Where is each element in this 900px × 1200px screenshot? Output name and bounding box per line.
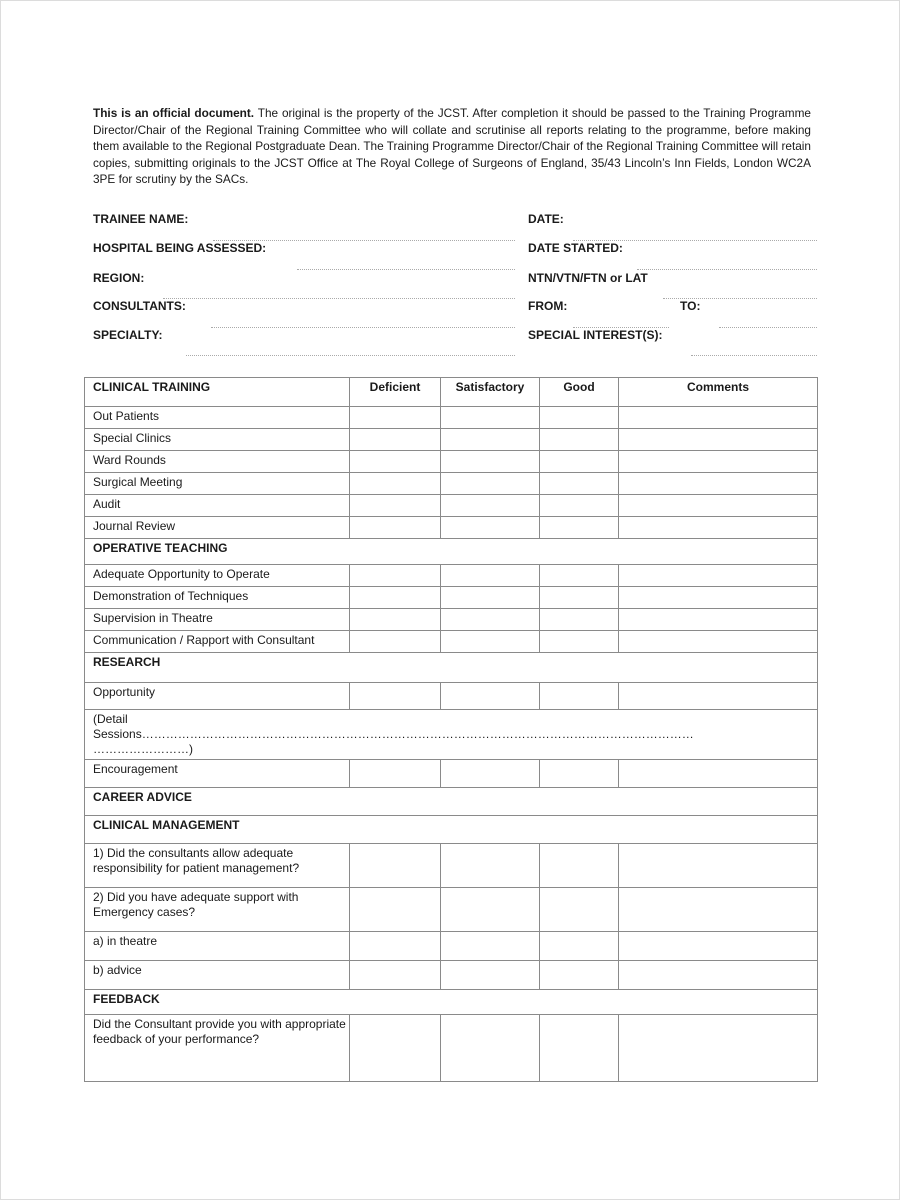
satisfactory-cell[interactable] xyxy=(441,473,540,495)
row-label: 1) Did the consultants allow adequate responsibility for patient management? xyxy=(85,844,350,888)
satisfactory-cell[interactable] xyxy=(441,517,540,539)
good-cell[interactable] xyxy=(540,517,619,539)
satisfactory-cell[interactable] xyxy=(441,429,540,451)
row-label: Did the Consultant provide you with appropriate feedback of your performance? xyxy=(85,1015,350,1082)
table-row xyxy=(85,517,818,539)
intro-text: The original is the property of the JCST. After completion it should be passed to the Training Programme Director/Chair of the Regional Training Committee who will collate and scrutinise all reports relating to the programme, before making them available to the Regional Postgraduate Dean. The Training Programme Director/Chair of the Regional Training Committee will retain copies, submitting originals to the JCST Office at The Royal College of Surgeons of England, 35/43 Lincoln’s Inn Fields, London WC2A 3PE for scrutiny by the SACs. xyxy=(93,106,811,187)
deficient-cell[interactable] xyxy=(350,683,441,710)
satisfactory-cell[interactable] xyxy=(441,1015,540,1082)
header-clinical-training: CLINICAL TRAINING xyxy=(85,378,350,407)
assessment-table xyxy=(84,377,818,1082)
deficient-cell[interactable] xyxy=(350,587,441,609)
deficient-cell[interactable] xyxy=(350,844,441,888)
good-cell[interactable] xyxy=(540,587,619,609)
date-started-label: DATE STARTED: xyxy=(528,241,623,255)
deficient-cell[interactable] xyxy=(350,888,441,932)
good-cell[interactable] xyxy=(540,609,619,631)
table-row xyxy=(85,844,818,888)
region-label: REGION: xyxy=(93,271,145,285)
comments-cell[interactable] xyxy=(619,961,818,990)
special-interests-field[interactable] xyxy=(691,355,817,356)
to-label: TO: xyxy=(680,299,701,313)
deficient-cell[interactable] xyxy=(350,932,441,961)
satisfactory-cell[interactable] xyxy=(441,565,540,587)
row-label: Surgical Meeting xyxy=(85,473,350,495)
special-interests-label: SPECIAL INTEREST(S): xyxy=(528,328,663,342)
good-cell[interactable] xyxy=(540,451,619,473)
table-row xyxy=(85,565,818,587)
section-research: RESEARCH xyxy=(85,653,818,683)
good-cell[interactable] xyxy=(540,565,619,587)
intro-paragraph xyxy=(93,105,811,188)
date-label: DATE: xyxy=(528,212,564,226)
comments-cell[interactable] xyxy=(619,683,818,710)
to-field[interactable] xyxy=(719,327,817,328)
specialty-label: SPECIALTY: xyxy=(93,328,163,342)
good-cell[interactable] xyxy=(540,429,619,451)
row-label: 2) Did you have adequate support with Emergency cases? xyxy=(85,888,350,932)
deficient-cell[interactable] xyxy=(350,495,441,517)
satisfactory-cell[interactable] xyxy=(441,932,540,961)
consultants-label: CONSULTANTS: xyxy=(93,299,186,313)
row-label: Demonstration of Techniques xyxy=(85,587,350,609)
specialty-field[interactable] xyxy=(186,355,515,356)
satisfactory-cell[interactable] xyxy=(441,495,540,517)
comments-cell[interactable] xyxy=(619,631,818,653)
comments-cell[interactable] xyxy=(619,1015,818,1082)
satisfactory-cell[interactable] xyxy=(441,451,540,473)
good-cell[interactable] xyxy=(540,760,619,788)
from-label: FROM: xyxy=(528,299,568,313)
row-label: a) in theatre xyxy=(85,932,350,961)
good-cell[interactable] xyxy=(540,495,619,517)
table-row xyxy=(85,407,818,429)
deficient-cell[interactable] xyxy=(350,565,441,587)
region-field[interactable] xyxy=(163,298,515,299)
comments-cell[interactable] xyxy=(619,760,818,788)
satisfactory-cell[interactable] xyxy=(441,888,540,932)
hospital-field[interactable] xyxy=(297,269,515,270)
detail-line-1: (Detail xyxy=(93,712,128,726)
comments-cell[interactable] xyxy=(619,473,818,495)
row-label: Opportunity xyxy=(85,683,350,710)
section-feedback: FEEDBACK xyxy=(85,990,818,1015)
satisfactory-cell[interactable] xyxy=(441,631,540,653)
comments-cell[interactable] xyxy=(619,844,818,888)
table-header-row xyxy=(85,378,818,407)
header-deficient: Deficient xyxy=(350,378,441,407)
detail-sessions[interactable] xyxy=(85,710,818,760)
table-row xyxy=(85,473,818,495)
comments-cell[interactable] xyxy=(619,407,818,429)
table-row xyxy=(85,760,818,788)
satisfactory-cell[interactable] xyxy=(441,609,540,631)
row-label: Communication / Rapport with Consultant xyxy=(85,631,350,653)
row-label: Special Clinics xyxy=(85,429,350,451)
satisfactory-cell[interactable] xyxy=(441,760,540,788)
table-row xyxy=(85,429,818,451)
deficient-cell[interactable] xyxy=(350,961,441,990)
good-cell[interactable] xyxy=(540,961,619,990)
good-cell[interactable] xyxy=(540,473,619,495)
header-good: Good xyxy=(540,378,619,407)
detail-line-3: ……………………) xyxy=(93,742,193,756)
satisfactory-cell[interactable] xyxy=(441,587,540,609)
intro-bold: This is an official document. xyxy=(93,106,255,120)
table-row xyxy=(85,495,818,517)
satisfactory-cell[interactable] xyxy=(441,407,540,429)
section-row xyxy=(85,539,818,565)
comments-cell[interactable] xyxy=(619,932,818,961)
hospital-label: HOSPITAL BEING ASSESSED: xyxy=(93,241,267,255)
trainee-name-label: TRAINEE NAME: xyxy=(93,212,189,226)
table-row xyxy=(85,587,818,609)
deficient-cell[interactable] xyxy=(350,407,441,429)
deficient-cell[interactable] xyxy=(350,1015,441,1082)
section-operative-teaching: OPERATIVE TEACHING xyxy=(85,539,818,565)
table-row xyxy=(85,888,818,932)
ntn-label: NTN/VTN/FTN or LAT xyxy=(528,271,648,285)
detail-line-2: Sessions………………………………………………………………………………………………………………………… xyxy=(93,727,694,741)
row-label: Ward Rounds xyxy=(85,451,350,473)
comments-cell[interactable] xyxy=(619,565,818,587)
header-comments: Comments xyxy=(619,378,818,407)
table-row xyxy=(85,609,818,631)
satisfactory-cell[interactable] xyxy=(441,683,540,710)
section-clinical-management: CLINICAL MANAGEMENT xyxy=(85,816,818,844)
row-label: Audit xyxy=(85,495,350,517)
table-row xyxy=(85,1015,818,1082)
comments-cell[interactable] xyxy=(619,609,818,631)
section-row xyxy=(85,816,818,844)
detail-row xyxy=(85,710,818,760)
section-row xyxy=(85,788,818,816)
comments-cell[interactable] xyxy=(619,888,818,932)
good-cell[interactable] xyxy=(540,888,619,932)
good-cell[interactable] xyxy=(540,683,619,710)
table-row xyxy=(85,961,818,990)
deficient-cell[interactable] xyxy=(350,609,441,631)
table-row xyxy=(85,631,818,653)
header-satisfactory: Satisfactory xyxy=(441,378,540,407)
row-label: Encouragement xyxy=(85,760,350,788)
table-row xyxy=(85,683,818,710)
deficient-cell[interactable] xyxy=(350,451,441,473)
section-career-advice: CAREER ADVICE xyxy=(85,788,818,816)
good-cell[interactable] xyxy=(540,631,619,653)
row-label: b) advice xyxy=(85,961,350,990)
good-cell[interactable] xyxy=(540,932,619,961)
deficient-cell[interactable] xyxy=(350,473,441,495)
good-cell[interactable] xyxy=(540,407,619,429)
deficient-cell[interactable] xyxy=(350,517,441,539)
deficient-cell[interactable] xyxy=(350,631,441,653)
deficient-cell[interactable] xyxy=(350,760,441,788)
comments-cell[interactable] xyxy=(619,587,818,609)
satisfactory-cell[interactable] xyxy=(441,844,540,888)
good-cell[interactable] xyxy=(540,1015,619,1082)
deficient-cell[interactable] xyxy=(350,429,441,451)
comments-cell[interactable] xyxy=(619,517,818,539)
good-cell[interactable] xyxy=(540,844,619,888)
row-label: Adequate Opportunity to Operate xyxy=(85,565,350,587)
satisfactory-cell[interactable] xyxy=(441,961,540,990)
row-label: Journal Review xyxy=(85,517,350,539)
section-row xyxy=(85,653,818,683)
comments-cell[interactable] xyxy=(619,451,818,473)
table-row xyxy=(85,932,818,961)
consultants-field[interactable] xyxy=(211,327,515,328)
row-label: Out Patients xyxy=(85,407,350,429)
table-row xyxy=(85,451,818,473)
section-row xyxy=(85,990,818,1015)
comments-cell[interactable] xyxy=(619,495,818,517)
comments-cell[interactable] xyxy=(619,429,818,451)
row-label: Supervision in Theatre xyxy=(85,609,350,631)
date-started-field[interactable] xyxy=(637,269,817,270)
